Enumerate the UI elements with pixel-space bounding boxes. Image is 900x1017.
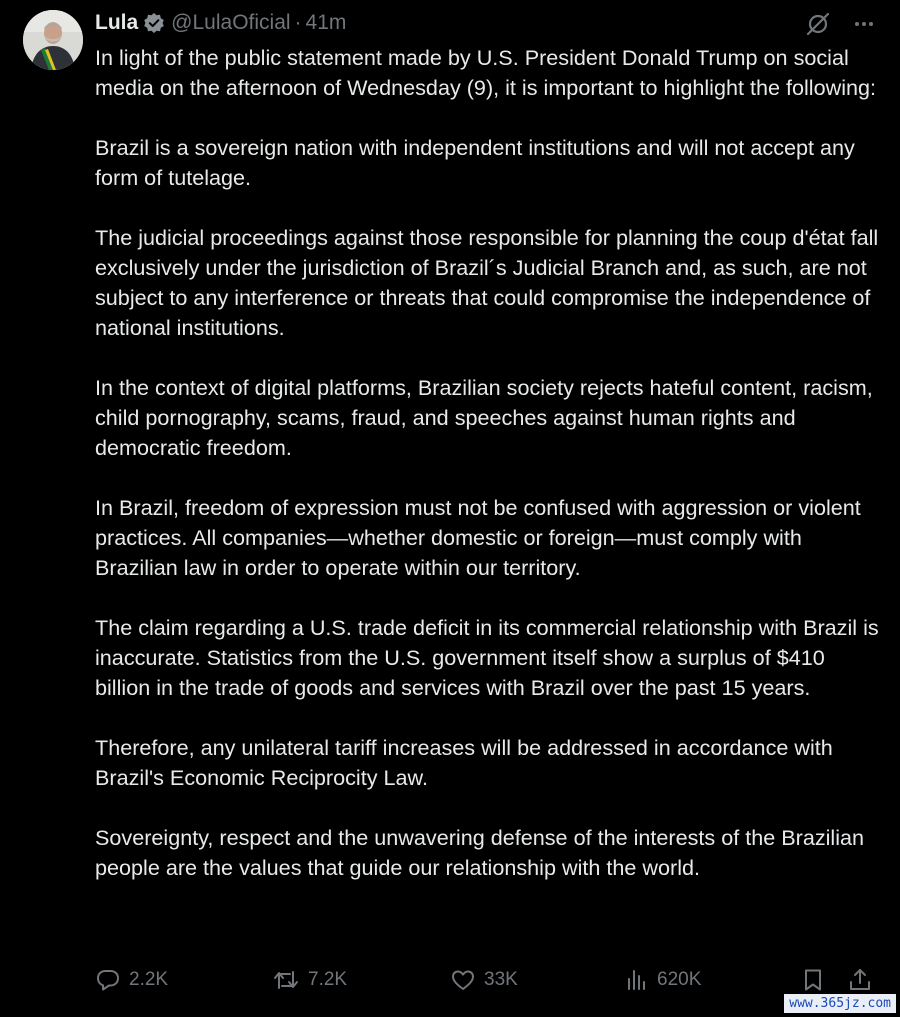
header-separator: · [294,11,302,34]
reply-count: 2.2K [129,969,169,990]
post-paragraph: The claim regarding a U.S. trade deficit in its commercial relationship with Brazil is inaccurate. Statistics from the U.S. government itself show a surplus of $410 billion in the trade of goods and services with Brazil over the past 15 years. [95,615,879,700]
views-button[interactable] [625,963,701,997]
post-paragraph: Therefore, any unilateral tariff increases will be addressed in accordance with Brazil's Economic Reciprocity Law. [95,735,833,790]
reply-button[interactable] [95,963,168,997]
share-icon [847,967,873,993]
like-count: 33K [484,969,518,990]
post-paragraph: In Brazil, freedom of expression must not be confused with aggression or violent practices. All companies—whether domestic or foreign—must comply with Brazilian law in order to operate within our territory. [95,495,861,580]
grok-icon[interactable] [804,10,832,38]
avatar[interactable] [23,10,83,70]
repost-icon [272,967,300,993]
post-paragraph: Sovereignty, respect and the unwavering defense of the interests of the Brazilian people are the values that guide our relationship with the world. [95,825,865,880]
repost-button[interactable] [272,963,347,997]
views-count: 620K [657,969,702,990]
views-icon [625,967,649,993]
post-header [95,8,346,38]
author-handle[interactable]: @LulaOficial [171,11,291,34]
post-paragraph: In light of the public statement made by U.S. President Donald Trump on social media on the afternoon of Wednesday (9), it is important to highlight the following: [95,45,877,100]
verified-badge-icon [143,12,165,34]
reply-icon [95,967,121,993]
post-paragraph: The judicial proceedings against those responsible for planning the coup d'état fall exclusively under the jurisdiction of Brazil´s Judicial Branch and, as such, are not subject to any interference or threats that could compromise the independence of national institutions. [95,225,879,340]
post-body [95,43,885,913]
watermark: www.365jz.com [784,994,896,1013]
bookmark-icon [801,967,825,993]
post-top-actions [804,10,878,38]
bookmark-button[interactable] [801,963,825,997]
like-icon [450,967,476,993]
post-action-bar [95,963,880,997]
post-paragraph: In the context of digital platforms, Brazilian society rejects hateful content, racism, child pornography, scams, fraud, and speeches against human rights and democratic freedom. [95,375,873,460]
post-timestamp[interactable]: 41m [305,11,347,34]
share-button[interactable] [847,963,873,997]
repost-count: 7.2K [308,969,348,990]
author-name[interactable]: Lula [95,11,139,34]
post-paragraph: Brazil is a sovereign nation with independent institutions and will not accept any form of tutelage. [95,135,855,190]
like-button[interactable] [450,963,518,997]
more-icon[interactable] [850,10,878,38]
